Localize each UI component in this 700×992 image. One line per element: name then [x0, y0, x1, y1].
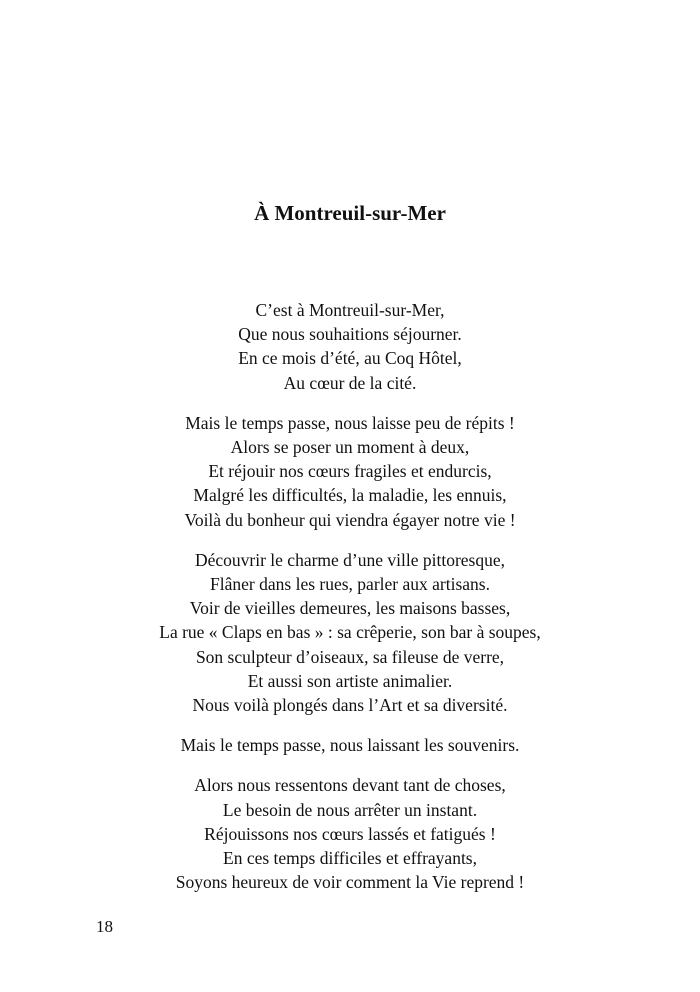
poem-line: Nous voilà plongés dans l’Art et sa diversité. [192, 695, 508, 716]
poem-line: Alors nous ressentons devant tant de choses, [194, 775, 506, 796]
poem-line: Et aussi son artiste animalier. [247, 670, 453, 691]
poem-line: C’est à Montreuil-sur-Mer, [255, 300, 445, 320]
poem-line: Le besoin de nous arrêter un instant. [222, 799, 478, 820]
poem-line: La rue « Claps en bas » : sa crêperie, son bar à soupes, [159, 622, 541, 643]
poem-line: Mais le temps passe, nous laisse peu de répits ! [185, 412, 515, 433]
poem-line: Soyons heureux de voir comment la Vie reprend ! [175, 872, 525, 893]
poem-line: En ces temps difficiles et effrayants, [223, 848, 477, 869]
poem-line: Réjouissons nos cœurs lassés et fatigués ! [204, 823, 496, 844]
poem-line: Malgré les difficultés, la maladie, les ennuis, [193, 485, 507, 506]
poem-line: Au cœur de la cité. [283, 372, 417, 393]
stanza-2 [0, 411, 700, 532]
poem-line: Et réjouir nos cœurs fragiles et endurcis, [208, 461, 492, 482]
poem-line: Son sculpteur d’oiseaux, sa fileuse de verre, [195, 646, 505, 667]
poem-line: Flâner dans les rues, parler aux artisans. [210, 574, 490, 595]
poem-line: Que nous souhaitions séjourner. [238, 324, 462, 345]
poem-line: En ce mois d’été, au Coq Hôtel, [238, 348, 462, 369]
poem-title: À Montreuil-sur-Mer [254, 201, 446, 225]
page-number: 18 [96, 917, 113, 936]
stanza-5 [0, 773, 700, 894]
poem-line: Voir de vieilles demeures, les maisons basses, [189, 598, 511, 619]
poem-line: Alors se poser un moment à deux, [230, 437, 470, 458]
poem-line: Voilà du bonheur qui viendra égayer notre vie ! [184, 509, 516, 530]
poem-line: Mais le temps passe, nous laissant les souvenirs. [180, 735, 520, 756]
stanza-3 [0, 548, 700, 717]
stanza-1 [0, 298, 700, 395]
poem-body [0, 298, 700, 910]
poem-line: Découvrir le charme d’une ville pittoresque, [194, 549, 506, 570]
stanza-4 [0, 733, 700, 757]
